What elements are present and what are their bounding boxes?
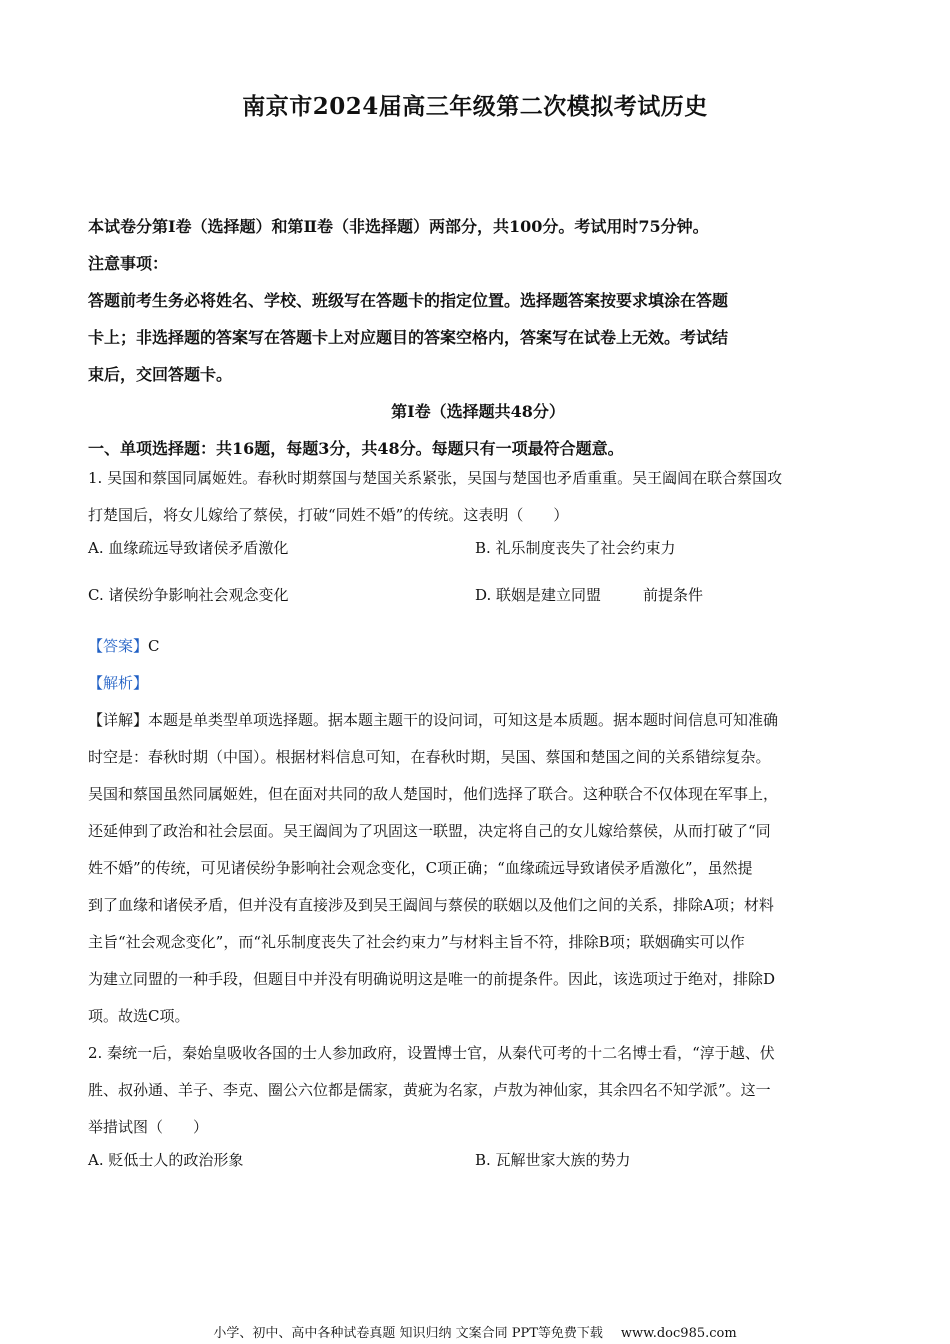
- answer-value: C: [148, 637, 160, 655]
- option-d-part: 前提条件: [643, 586, 704, 604]
- options-row: [88, 1146, 863, 1193]
- question-stem-line: 胜、叔孙通、羊子、李克、圈公六位都是儒家，黄疵为名家，卢敖为神仙家，其余四名不知学派”。这一: [88, 1081, 771, 1099]
- part-heading: 一、单项选择题：共16题，每题3分，共48分。每题只有一项最符合题意。: [88, 439, 624, 458]
- answer-line: [88, 628, 863, 665]
- option-d: [475, 581, 703, 609]
- detail-line: 还延伸到了政治和社会层面。吴王阖闾为了巩固这一联盟，决定将自己的女儿嫁给蔡侯，从而打破了“同: [88, 822, 771, 840]
- option-a: A. 贬低士人的政治形象: [88, 1151, 244, 1169]
- notice-line: 束后，交回答题卡。: [88, 365, 233, 384]
- question-1: [88, 460, 863, 1193]
- options-row: [88, 581, 863, 628]
- detail-line: [88, 702, 863, 739]
- section-title: 第Ⅰ卷（选择题共48分）: [391, 402, 565, 421]
- option-d-part: D. 联姻是建立同盟: [475, 586, 602, 604]
- question-stem-line: 2. 秦统一后，秦始皇吸收各国的士人参加政府，设置博士官，从秦代可考的十二名博士看，“淳于越、伏: [88, 1044, 775, 1062]
- question-stem-line: 举措试图（ ）: [88, 1118, 209, 1136]
- page-footer: [0, 1322, 950, 1341]
- detail-line: 姓不婚”的传统，可见诸侯纷争影响社会观念变化，C项正确；“血缘疏远导致诸侯矛盾激化”，虽然提: [88, 859, 753, 877]
- options-row: [88, 534, 863, 581]
- option-b: B. 礼乐制度丧失了社会约束力: [475, 539, 676, 557]
- question-stem-line: 打楚国后，将女儿嫁给了蔡侯，打破“同姓不婚”的传统。这表明（ ）: [88, 506, 569, 524]
- option-a: A. 血缘疏远导致诸侯矛盾激化: [88, 539, 289, 557]
- detail-line: 主旨“社会观念变化”，而“礼乐制度丧失了社会约束力”与材料主旨不符，排除B项；联姻确实可以作: [88, 933, 745, 951]
- detail-line: 项。故选C项。: [88, 1007, 190, 1025]
- detail-text: 本题是单类型单项选择题。据本题主题干的设问词，可知这是本质题。据本题时间信息可知准确: [148, 711, 779, 729]
- detail-line: 时空是：春秋时期（中国）。根据材料信息可知，在春秋时期，吴国、蔡国和楚国之间的关系错综复杂。: [88, 748, 771, 766]
- analysis-tag: 【解析】: [88, 674, 149, 692]
- option-b: B. 瓦解世家大族的势力: [475, 1151, 631, 1169]
- answer-tag: 【答案】: [88, 637, 149, 655]
- detail-tag: 【详解】: [88, 711, 149, 729]
- exam-instructions: [88, 208, 868, 467]
- detail-line: 为建立同盟的一种手段，但题目中并没有明确说明这是唯一的前提条件。因此，该选项过于绝对，排除D: [88, 970, 776, 988]
- notice-line: 答题前考生务必将姓名、学校、班级写在答题卡的指定位置。选择题答案按要求填涂在答题: [88, 291, 729, 310]
- option-c: C. 诸侯纷争影响社会观念变化: [88, 586, 289, 604]
- analysis-line: [88, 665, 863, 702]
- notice-heading: 注意事项：: [88, 254, 169, 273]
- question-stem-line: 1. 吴国和蔡国同属姬姓。春秋时期蔡国与楚国关系紧张，吴国与楚国也矛盾重重。吴王阖闾在联合蔡国攻: [88, 469, 783, 487]
- notice-line: 卡上；非选择题的答案写在答题卡上对应题目的答案空格内，答案写在试卷上无效。考试结: [88, 328, 729, 347]
- detail-line: 吴国和蔡国虽然同属姬姓，但在面对共同的敌人楚国时，他们选择了联合。这种联合不仅体现在军事上，: [88, 785, 779, 803]
- page-title: 南京市2024届高三年级第二次模拟考试历史: [242, 93, 708, 120]
- detail-line: 到了血缘和诸侯矛盾，但并没有直接涉及到吴王阖闾与蔡侯的联姻以及他们之间的关系，排除A项；材料: [88, 896, 774, 914]
- exam-structure-line: 本试卷分第Ⅰ卷（选择题）和第Ⅱ卷（非选择题）两部分，共100分。考试用时75分钟。: [88, 217, 709, 236]
- footer-url[interactable]: www.doc985.com: [620, 1326, 737, 1341]
- footer-text: 小学、初中、高中各种试卷真题 知识归纳 文案合同 PPT等免费下载: [213, 1326, 603, 1341]
